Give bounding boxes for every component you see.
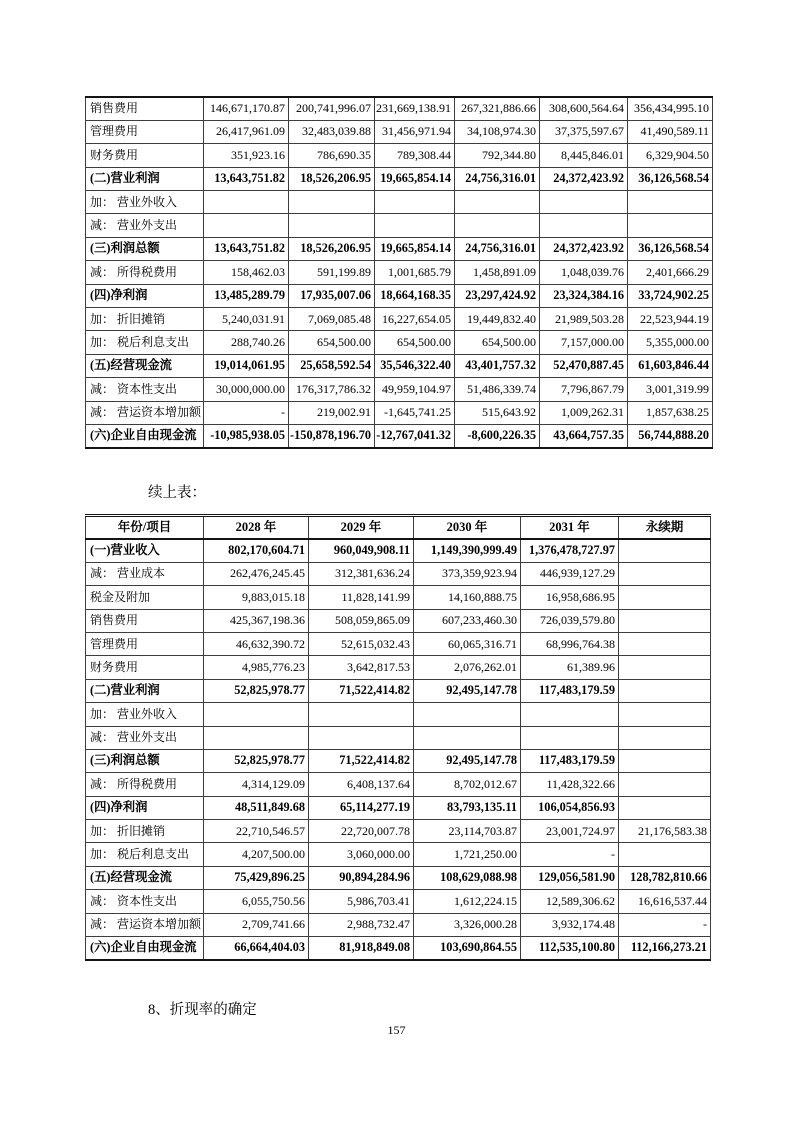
table-row [86, 843, 711, 866]
cell-value: 33,724,902.25 [628, 284, 713, 307]
cell-value: 30,000,000.00 [204, 378, 289, 401]
cell-value: 4,985,776.23 [204, 656, 309, 679]
table-row [86, 937, 711, 960]
cell-value: 17,935,007.06 [289, 284, 375, 307]
cell-value: 68,996,764.38 [521, 632, 619, 655]
cell-value [619, 656, 711, 679]
cell-value: 5,240,031.91 [204, 308, 289, 331]
cell-value: 51,486,339.74 [455, 378, 540, 401]
cell-value: 23,324,384.16 [540, 284, 628, 307]
cell-value: -1,645,741.25 [375, 401, 455, 424]
cell-value: 3,326,000.28 [414, 913, 521, 936]
table-row [86, 120, 713, 143]
cell-value: 1,458,891.09 [455, 261, 540, 284]
cell-value [619, 609, 711, 632]
cell-value: 425,367,198.36 [204, 609, 309, 632]
cell-value: 4,207,500.00 [204, 843, 309, 866]
cell-value: 960,049,908.11 [309, 539, 414, 562]
cell-value: 591,199.89 [289, 261, 375, 284]
cell-value: 792,344.80 [455, 144, 540, 167]
cell-value: 308,600,564.64 [540, 97, 628, 120]
row-label: (三)利润总额 [86, 749, 204, 772]
page-number: 157 [387, 1023, 406, 1037]
table-row [86, 726, 711, 749]
cell-value [204, 703, 309, 726]
row-label: (六)企业自由现金流 [86, 937, 204, 960]
cell-value: 789,308.44 [375, 144, 455, 167]
cell-value: 6,408,137.64 [309, 773, 414, 796]
cell-value: 200,741,996.07 [289, 97, 375, 120]
cell-value: 117,483,179.59 [521, 749, 619, 772]
cell-value: 356,434,995.10 [628, 97, 713, 120]
cell-value: 18,526,206.95 [289, 237, 375, 260]
cell-value: 22,523,944.19 [628, 308, 713, 331]
cell-value: 52,825,978.77 [204, 749, 309, 772]
cell-value: 158,462.03 [204, 261, 289, 284]
table-row [86, 284, 713, 307]
row-label: 加： 折旧摊销 [86, 820, 204, 843]
cell-value: 3,642,817.53 [309, 656, 414, 679]
cell-value: 22,710,546.57 [204, 820, 309, 843]
cell-value: 92,495,147.78 [414, 749, 521, 772]
cell-value: 5,355,000.00 [628, 331, 713, 354]
cell-value: 19,449,832.40 [455, 308, 540, 331]
row-label: 加： 税后利息支出 [86, 331, 204, 354]
table-row [86, 562, 711, 585]
cell-value: 61,389.96 [521, 656, 619, 679]
cell-value: 36,126,568.54 [628, 237, 713, 260]
column-header: 2029 年 [309, 516, 414, 539]
cell-value [414, 703, 521, 726]
row-label: 销售费用 [86, 609, 204, 632]
row-label: (三)利润总额 [86, 237, 204, 260]
cell-value: 49,959,104.97 [375, 378, 455, 401]
cell-value [619, 539, 711, 562]
cell-value: 106,054,856.93 [521, 796, 619, 819]
cell-value: 26,417,961.09 [204, 120, 289, 143]
cell-value: 1,009,262.31 [540, 401, 628, 424]
cell-value: 24,372,423.92 [540, 237, 628, 260]
cell-value: 515,643.92 [455, 401, 540, 424]
cell-value: 12,589,306.62 [521, 890, 619, 913]
cell-value: 21,989,503.28 [540, 308, 628, 331]
table-row [86, 354, 713, 377]
cell-value: 19,014,061.95 [204, 354, 289, 377]
cell-value: 21,176,583.38 [619, 820, 711, 843]
cell-value: 43,664,757.35 [540, 424, 628, 447]
row-label: 税金及附加 [86, 586, 204, 609]
row-label: 管理费用 [86, 632, 204, 655]
cell-value: 25,658,592.54 [289, 354, 375, 377]
cell-value: 16,227,654.05 [375, 308, 455, 331]
table-row [86, 656, 711, 679]
row-label: (五)经营现金流 [86, 354, 204, 377]
cell-value [619, 843, 711, 866]
section-heading: 8、折现率的确定 [148, 1002, 257, 1018]
row-label: 管理费用 [86, 120, 204, 143]
cell-value [619, 586, 711, 609]
cell-value: 92,495,147.78 [414, 679, 521, 702]
cell-value: 3,001,319.99 [628, 378, 713, 401]
table-row [86, 144, 713, 167]
cell-value: 24,756,316.01 [455, 167, 540, 190]
cell-value: 71,522,414.82 [309, 679, 414, 702]
cell-value [521, 703, 619, 726]
cell-value: 41,490,589.11 [628, 120, 713, 143]
cell-value: 71,522,414.82 [309, 749, 414, 772]
cell-value [289, 214, 375, 237]
cell-value: 32,483,039.88 [289, 120, 375, 143]
cell-value [375, 214, 455, 237]
cell-value: 90,894,284.96 [309, 866, 414, 889]
cell-value: 46,632,390.72 [204, 632, 309, 655]
cell-value: 16,616,537.44 [619, 890, 711, 913]
row-label: (五)经营现金流 [86, 866, 204, 889]
table-row [86, 401, 713, 424]
cell-value: 18,664,168.35 [375, 284, 455, 307]
row-label: (二)营业利润 [86, 679, 204, 702]
cell-value: 103,690,864.55 [414, 937, 521, 960]
cell-value: 16,958,686.95 [521, 586, 619, 609]
column-header: 2028 年 [204, 516, 309, 539]
cell-value [204, 214, 289, 237]
table-row [86, 167, 713, 190]
table-row [86, 679, 711, 702]
cell-value: 61,603,846.44 [628, 354, 713, 377]
row-label: 财务费用 [86, 656, 204, 679]
table-row [86, 632, 711, 655]
cell-value: 2,988,732.47 [309, 913, 414, 936]
cell-value [619, 632, 711, 655]
cell-value: - [619, 913, 711, 936]
cell-value: 36,126,568.54 [628, 167, 713, 190]
cell-value: 2,401,666.29 [628, 261, 713, 284]
cell-value: 24,756,316.01 [455, 237, 540, 260]
cell-value: 8,445,846.01 [540, 144, 628, 167]
cell-value: 654,500.00 [455, 331, 540, 354]
cell-value: 1,857,638.25 [628, 401, 713, 424]
row-label: 加： 税后利息支出 [86, 843, 204, 866]
cell-value: 9,883,015.18 [204, 586, 309, 609]
cell-value: 14,160,888.75 [414, 586, 521, 609]
cell-value: 19,665,854.14 [375, 167, 455, 190]
table-row [86, 913, 711, 936]
cell-value: 7,069,085.48 [289, 308, 375, 331]
table-row [86, 214, 713, 237]
table-row [86, 609, 711, 632]
cell-value: -150,878,196.70 [289, 424, 375, 447]
continuation-table-label: 续上表： [148, 485, 206, 501]
cell-value: 112,535,100.80 [521, 937, 619, 960]
cell-value: 231,669,138.91 [375, 97, 455, 120]
cell-value: 66,664,404.03 [204, 937, 309, 960]
cell-value: 13,643,751.82 [204, 167, 289, 190]
cashflow-projection-table-continued [85, 96, 713, 449]
cell-value: 11,828,141.99 [309, 586, 414, 609]
table-row [86, 586, 711, 609]
cell-value: 176,317,786.32 [289, 378, 375, 401]
cell-value: 726,039,579.80 [521, 609, 619, 632]
cell-value: 351,923.16 [204, 144, 289, 167]
table-row [86, 237, 713, 260]
row-label: 加： 折旧摊销 [86, 308, 204, 331]
cell-value [309, 703, 414, 726]
cell-value: 654,500.00 [375, 331, 455, 354]
table-row [86, 703, 711, 726]
cell-value [540, 191, 628, 214]
table-row [86, 539, 711, 562]
cell-value: 288,740.26 [204, 331, 289, 354]
cell-value: 22,720,007.78 [309, 820, 414, 843]
cell-value: 43,401,757.32 [455, 354, 540, 377]
column-header: 2030 年 [414, 516, 521, 539]
cell-value: 37,375,597.67 [540, 120, 628, 143]
cell-value [540, 214, 628, 237]
row-label: 销售费用 [86, 97, 204, 120]
table-row [86, 866, 711, 889]
cell-value: 24,372,423.92 [540, 167, 628, 190]
cell-value: 52,825,978.77 [204, 679, 309, 702]
cell-value: 2,709,741.66 [204, 913, 309, 936]
cell-value [619, 726, 711, 749]
row-label: 财务费用 [86, 144, 204, 167]
cell-value: 23,297,424.92 [455, 284, 540, 307]
cell-value [455, 214, 540, 237]
table-row [86, 308, 713, 331]
cell-value [289, 191, 375, 214]
cell-value: 19,665,854.14 [375, 237, 455, 260]
row-label: (一)营业收入 [86, 539, 204, 562]
cell-value: 508,059,865.09 [309, 609, 414, 632]
cell-value [628, 214, 713, 237]
cell-value: 112,166,273.21 [619, 937, 711, 960]
cell-value: 1,001,685.79 [375, 261, 455, 284]
cell-value: 312,381,636.24 [309, 562, 414, 585]
cell-value: 802,170,604.71 [204, 539, 309, 562]
cell-value: - [204, 401, 289, 424]
cell-value: 108,629,088.98 [414, 866, 521, 889]
row-label: (四)净利润 [86, 796, 204, 819]
cell-value: 48,511,849.68 [204, 796, 309, 819]
row-label: (二)营业利润 [86, 167, 204, 190]
cell-value: 81,918,849.08 [309, 937, 414, 960]
cell-value: 607,233,460.30 [414, 609, 521, 632]
cell-value: 262,476,245.45 [204, 562, 309, 585]
cell-value [619, 796, 711, 819]
table-row [86, 749, 711, 772]
table-row [86, 820, 711, 843]
cell-value [619, 773, 711, 796]
cell-value [204, 726, 309, 749]
cell-value: 1,048,039.76 [540, 261, 628, 284]
cell-value: 2,076,262.01 [414, 656, 521, 679]
table-row [86, 890, 711, 913]
cell-value: 75,429,896.25 [204, 866, 309, 889]
cell-value: 7,796,867.79 [540, 378, 628, 401]
row-label: (四)净利润 [86, 284, 204, 307]
cell-value: 83,793,135.11 [414, 796, 521, 819]
table-row [86, 773, 711, 796]
header-row [86, 516, 711, 539]
cell-value: 3,932,174.48 [521, 913, 619, 936]
cell-value [375, 191, 455, 214]
cell-value: 60,065,316.71 [414, 632, 521, 655]
cell-value: 219,002.91 [289, 401, 375, 424]
row-label: 减： 营运资本增加额 [86, 401, 204, 424]
cell-value: 23,114,703.87 [414, 820, 521, 843]
cell-value: 1,721,250.00 [414, 843, 521, 866]
column-header: 年份/项目 [86, 516, 204, 539]
cell-value: 786,690.35 [289, 144, 375, 167]
cell-value: 654,500.00 [289, 331, 375, 354]
cell-value [619, 749, 711, 772]
table-row [86, 97, 713, 120]
row-label: 减： 资本性支出 [86, 890, 204, 913]
row-label: 减： 所得税费用 [86, 261, 204, 284]
cell-value: 373,359,923.94 [414, 562, 521, 585]
row-label: 减： 所得税费用 [86, 773, 204, 796]
table-row [86, 261, 713, 284]
cell-value: 31,456,971.94 [375, 120, 455, 143]
cell-value: 4,314,129.09 [204, 773, 309, 796]
cell-value: 128,782,810.66 [619, 866, 711, 889]
table-row [86, 424, 713, 447]
row-label: 减： 资本性支出 [86, 378, 204, 401]
cell-value [619, 703, 711, 726]
table-row [86, 191, 713, 214]
cell-value [309, 726, 414, 749]
cell-value [414, 726, 521, 749]
row-label: (六)企业自由现金流 [86, 424, 204, 447]
cell-value: 1,612,224.15 [414, 890, 521, 913]
cell-value: 6,055,750.56 [204, 890, 309, 913]
cell-value: 56,744,888.20 [628, 424, 713, 447]
cell-value [455, 191, 540, 214]
cell-value: 13,643,751.82 [204, 237, 289, 260]
cell-value [628, 191, 713, 214]
cell-value: 1,376,478,727.97 [521, 539, 619, 562]
cell-value: 65,114,277.19 [309, 796, 414, 819]
cell-value [204, 191, 289, 214]
cell-value: -8,600,226.35 [455, 424, 540, 447]
cell-value: 7,157,000.00 [540, 331, 628, 354]
cell-value: 8,702,012.67 [414, 773, 521, 796]
cell-value: 117,483,179.59 [521, 679, 619, 702]
cell-value: 6,329,904.50 [628, 144, 713, 167]
cell-value: 52,615,032.43 [309, 632, 414, 655]
cell-value [619, 679, 711, 702]
cell-value: - [521, 843, 619, 866]
cell-value: 52,470,887.45 [540, 354, 628, 377]
row-label: 减： 营业外支出 [86, 726, 204, 749]
cell-value: 3,060,000.00 [309, 843, 414, 866]
cell-value [619, 562, 711, 585]
cell-value: 146,671,170.87 [204, 97, 289, 120]
cell-value: 35,546,322.40 [375, 354, 455, 377]
cell-value: 129,056,581.90 [521, 866, 619, 889]
cell-value: 11,428,322.66 [521, 773, 619, 796]
row-label: 加： 营业外收入 [86, 703, 204, 726]
column-header: 永续期 [619, 516, 711, 539]
cell-value: 267,321,886.66 [455, 97, 540, 120]
cashflow-projection-table-2028-perpetual [85, 514, 711, 961]
cell-value: 18,526,206.95 [289, 167, 375, 190]
cell-value: -10,985,938.05 [204, 424, 289, 447]
table-row [86, 796, 711, 819]
cell-value [521, 726, 619, 749]
table-row [86, 331, 713, 354]
table-row [86, 378, 713, 401]
cell-value: 23,001,724.97 [521, 820, 619, 843]
cell-value: 13,485,289.79 [204, 284, 289, 307]
cell-value: 5,986,703.41 [309, 890, 414, 913]
cell-value: 1,149,390,999.49 [414, 539, 521, 562]
row-label: 减： 营业成本 [86, 562, 204, 585]
row-label: 减： 营业外支出 [86, 214, 204, 237]
cell-value: 446,939,127.29 [521, 562, 619, 585]
cell-value: 34,108,974.30 [455, 120, 540, 143]
cell-value: -12,767,041.32 [375, 424, 455, 447]
column-header: 2031 年 [521, 516, 619, 539]
row-label: 减： 营运资本增加额 [86, 913, 204, 936]
row-label: 加： 营业外收入 [86, 191, 204, 214]
